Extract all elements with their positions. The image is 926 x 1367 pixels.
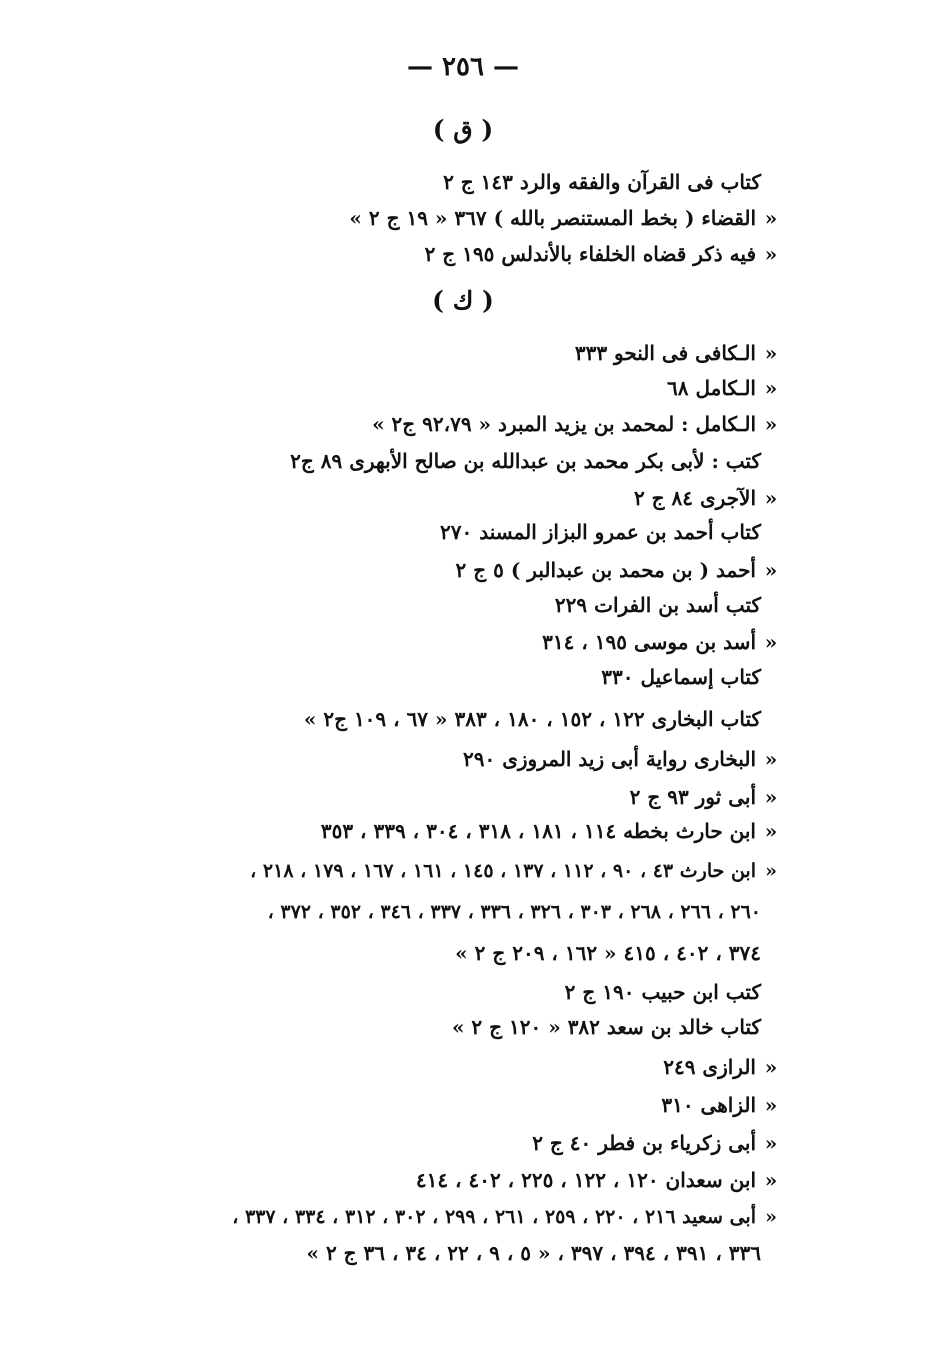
index-entry <box>463 744 786 774</box>
entry-text: كتاب فى القرآن والفقه والرد ١٤٣ ج ٢ <box>443 170 761 194</box>
entry-text: كتب أسد بن الفرات ٢٢٩ <box>554 593 761 617</box>
index-entry <box>542 627 786 657</box>
ditto-mark: « <box>764 630 778 654</box>
index-entry <box>575 338 786 368</box>
entry-text: البخارى رواية أبى زيد المروزى ٢٩٠ <box>463 747 756 771</box>
ditto-mark: « <box>764 206 778 230</box>
index-entry <box>304 704 791 734</box>
index-entry <box>321 816 786 846</box>
entry-text: الـكامل ٦٨ <box>667 376 756 400</box>
ditto-mark: « <box>764 558 778 582</box>
entry-text: ٣٣٦ ، ٣٩١ ، ٣٩٤ ، ٣٩٧ ، « ٥ ، ٩ ، ٢٢ ، ٣٤ ، ٣٦ ج ٢ » <box>306 1241 761 1265</box>
index-entry <box>443 167 791 197</box>
index-entry <box>250 856 786 886</box>
index-entry <box>565 977 791 1007</box>
index-entry <box>452 1012 791 1042</box>
index-entry <box>663 1052 786 1082</box>
entry-text: كتب : لأبى بكر محمد بن عبدالله بن صالح الأبهرى ٨٩ ج٢ <box>290 449 761 473</box>
entry-text: ٢٦٠ ، ٢٦٦ ، ٢٦٨ ، ٣٠٣ ، ٣٢٦ ، ٣٣٦ ، ٣٣٧ ، ٣٤٦ ، ٣٥٢ ، ٣٧٢ ، <box>267 901 761 923</box>
ditto-mark: « <box>764 1093 778 1117</box>
entry-text: ٣٧٤ ، ٤٠٢ ، ٤١٥ « ١٦٢ ، ٢٠٩ ج ٢ » <box>455 941 761 965</box>
ditto-mark: « <box>764 376 778 400</box>
index-entry <box>290 446 791 476</box>
entry-text: ابن حارث ٤٣ ، ٩٠ ، ١١٢ ، ١٣٧ ، ١٤٥ ، ١٦١ ، ١٦٧ ، ١٧٩ ، ٢١٨ ، <box>250 860 756 882</box>
ditto-mark: « <box>764 1131 778 1155</box>
index-entry <box>425 239 786 269</box>
ditto-mark: « <box>764 785 778 809</box>
entry-text: أبى سعيد ٢١٦ ، ٢٢٠ ، ٢٥٩ ، ٢٦١ ، ٢٩٩ ، ٣٠٢ ، ٣١٢ ، ٣٣٤ ، ٣٣٧ ، <box>232 1206 756 1228</box>
entry-text: ابن حارث بخطه ١١٤ ، ١٨١ ، ٣١٨ ، ٣٠٤ ، ٣٣٩ ، ٣٥٣ <box>320 819 756 843</box>
ditto-mark: « <box>764 486 778 510</box>
index-entry <box>555 590 791 620</box>
entry-text: فيه ذكر قضاه الخلفاء بالأندلس ١٩٥ ج ٢ <box>424 242 756 266</box>
index-entry <box>416 1165 786 1195</box>
entry-text: كتاب البخارى ١٢٢ ، ١٥٢ ، ١٨٠ ، ٣٨٣ « ٦٧ ، ١٠٩ ج٢ » <box>303 707 761 731</box>
entry-text: الآجرى ٨٤ ج ٢ <box>633 486 756 510</box>
index-entry <box>661 1090 786 1120</box>
entry-text: الزاهى ٣١٠ <box>661 1093 756 1117</box>
entry-text: أبى زكرياء بن فطر ٤٠ ج ٢ <box>532 1131 756 1155</box>
ditto-mark: « <box>764 412 778 436</box>
index-entry <box>667 373 786 403</box>
page-number: — ٢٥٦ — <box>406 52 520 82</box>
index-entry <box>306 1238 761 1268</box>
ditto-mark: « <box>765 860 777 882</box>
entry-text: ابن سعدان ١٢٠ ، ١٢٢ ، ٢٢٥ ، ٤٠٢ ، ٤١٤ <box>415 1168 756 1192</box>
entry-text: كتاب إسماعيل ٣٣٠ <box>601 665 761 689</box>
ditto-mark: « <box>764 1168 778 1192</box>
index-entry <box>349 203 786 233</box>
entry-text: القضاء ( بخط المستنصر بالله ) ٣٦٧ « ١٩ ج ٢ » <box>349 206 756 230</box>
ditto-mark: « <box>764 819 778 843</box>
entry-text: أسد بن موسى ١٩٥ ، ٣١٤ <box>542 630 756 654</box>
entry-text: الرازى ٢٤٩ <box>663 1055 756 1079</box>
ditto-mark: « <box>765 1206 777 1228</box>
ditto-mark: « <box>764 242 778 266</box>
entry-text: الـكافى فى النحو ٣٣٣ <box>574 341 756 365</box>
entry-text: كتب ابن حبيب ١٩٠ ج ٢ <box>564 980 761 1004</box>
entry-text: كتاب خالد بن سعد ٣٨٢ « ١٢٠ ج ٢ » <box>451 1015 761 1039</box>
entry-text: أحمد ( بن محمد بن عبدالبر ) ٥ ج ٢ <box>455 558 756 582</box>
index-entry <box>232 1202 786 1232</box>
index-entry <box>455 938 761 968</box>
entry-text: الـكامل : لمحمد بن يزيد المبرد « ٩٢،٧٩ ج٢ » <box>372 412 756 436</box>
index-entry <box>532 1128 786 1158</box>
index-entry <box>456 555 786 585</box>
index-entry <box>372 409 786 439</box>
entry-text: كتاب أحمد بن عمرو البزاز المسند ٢٧٠ <box>440 520 761 544</box>
entry-text: أبى ثور ٩٣ ج ٢ <box>629 785 756 809</box>
ditto-mark: « <box>764 341 778 365</box>
index-entry <box>440 517 791 547</box>
index-entry <box>601 662 791 692</box>
index-entry <box>268 897 761 927</box>
index-entry <box>634 483 786 513</box>
ditto-mark: « <box>764 1055 778 1079</box>
index-entry <box>630 782 786 812</box>
ditto-mark: « <box>764 747 778 771</box>
section-heading-qaf: ( ق ) <box>432 115 494 144</box>
section-heading-kaf: ( ك ) <box>432 286 494 315</box>
